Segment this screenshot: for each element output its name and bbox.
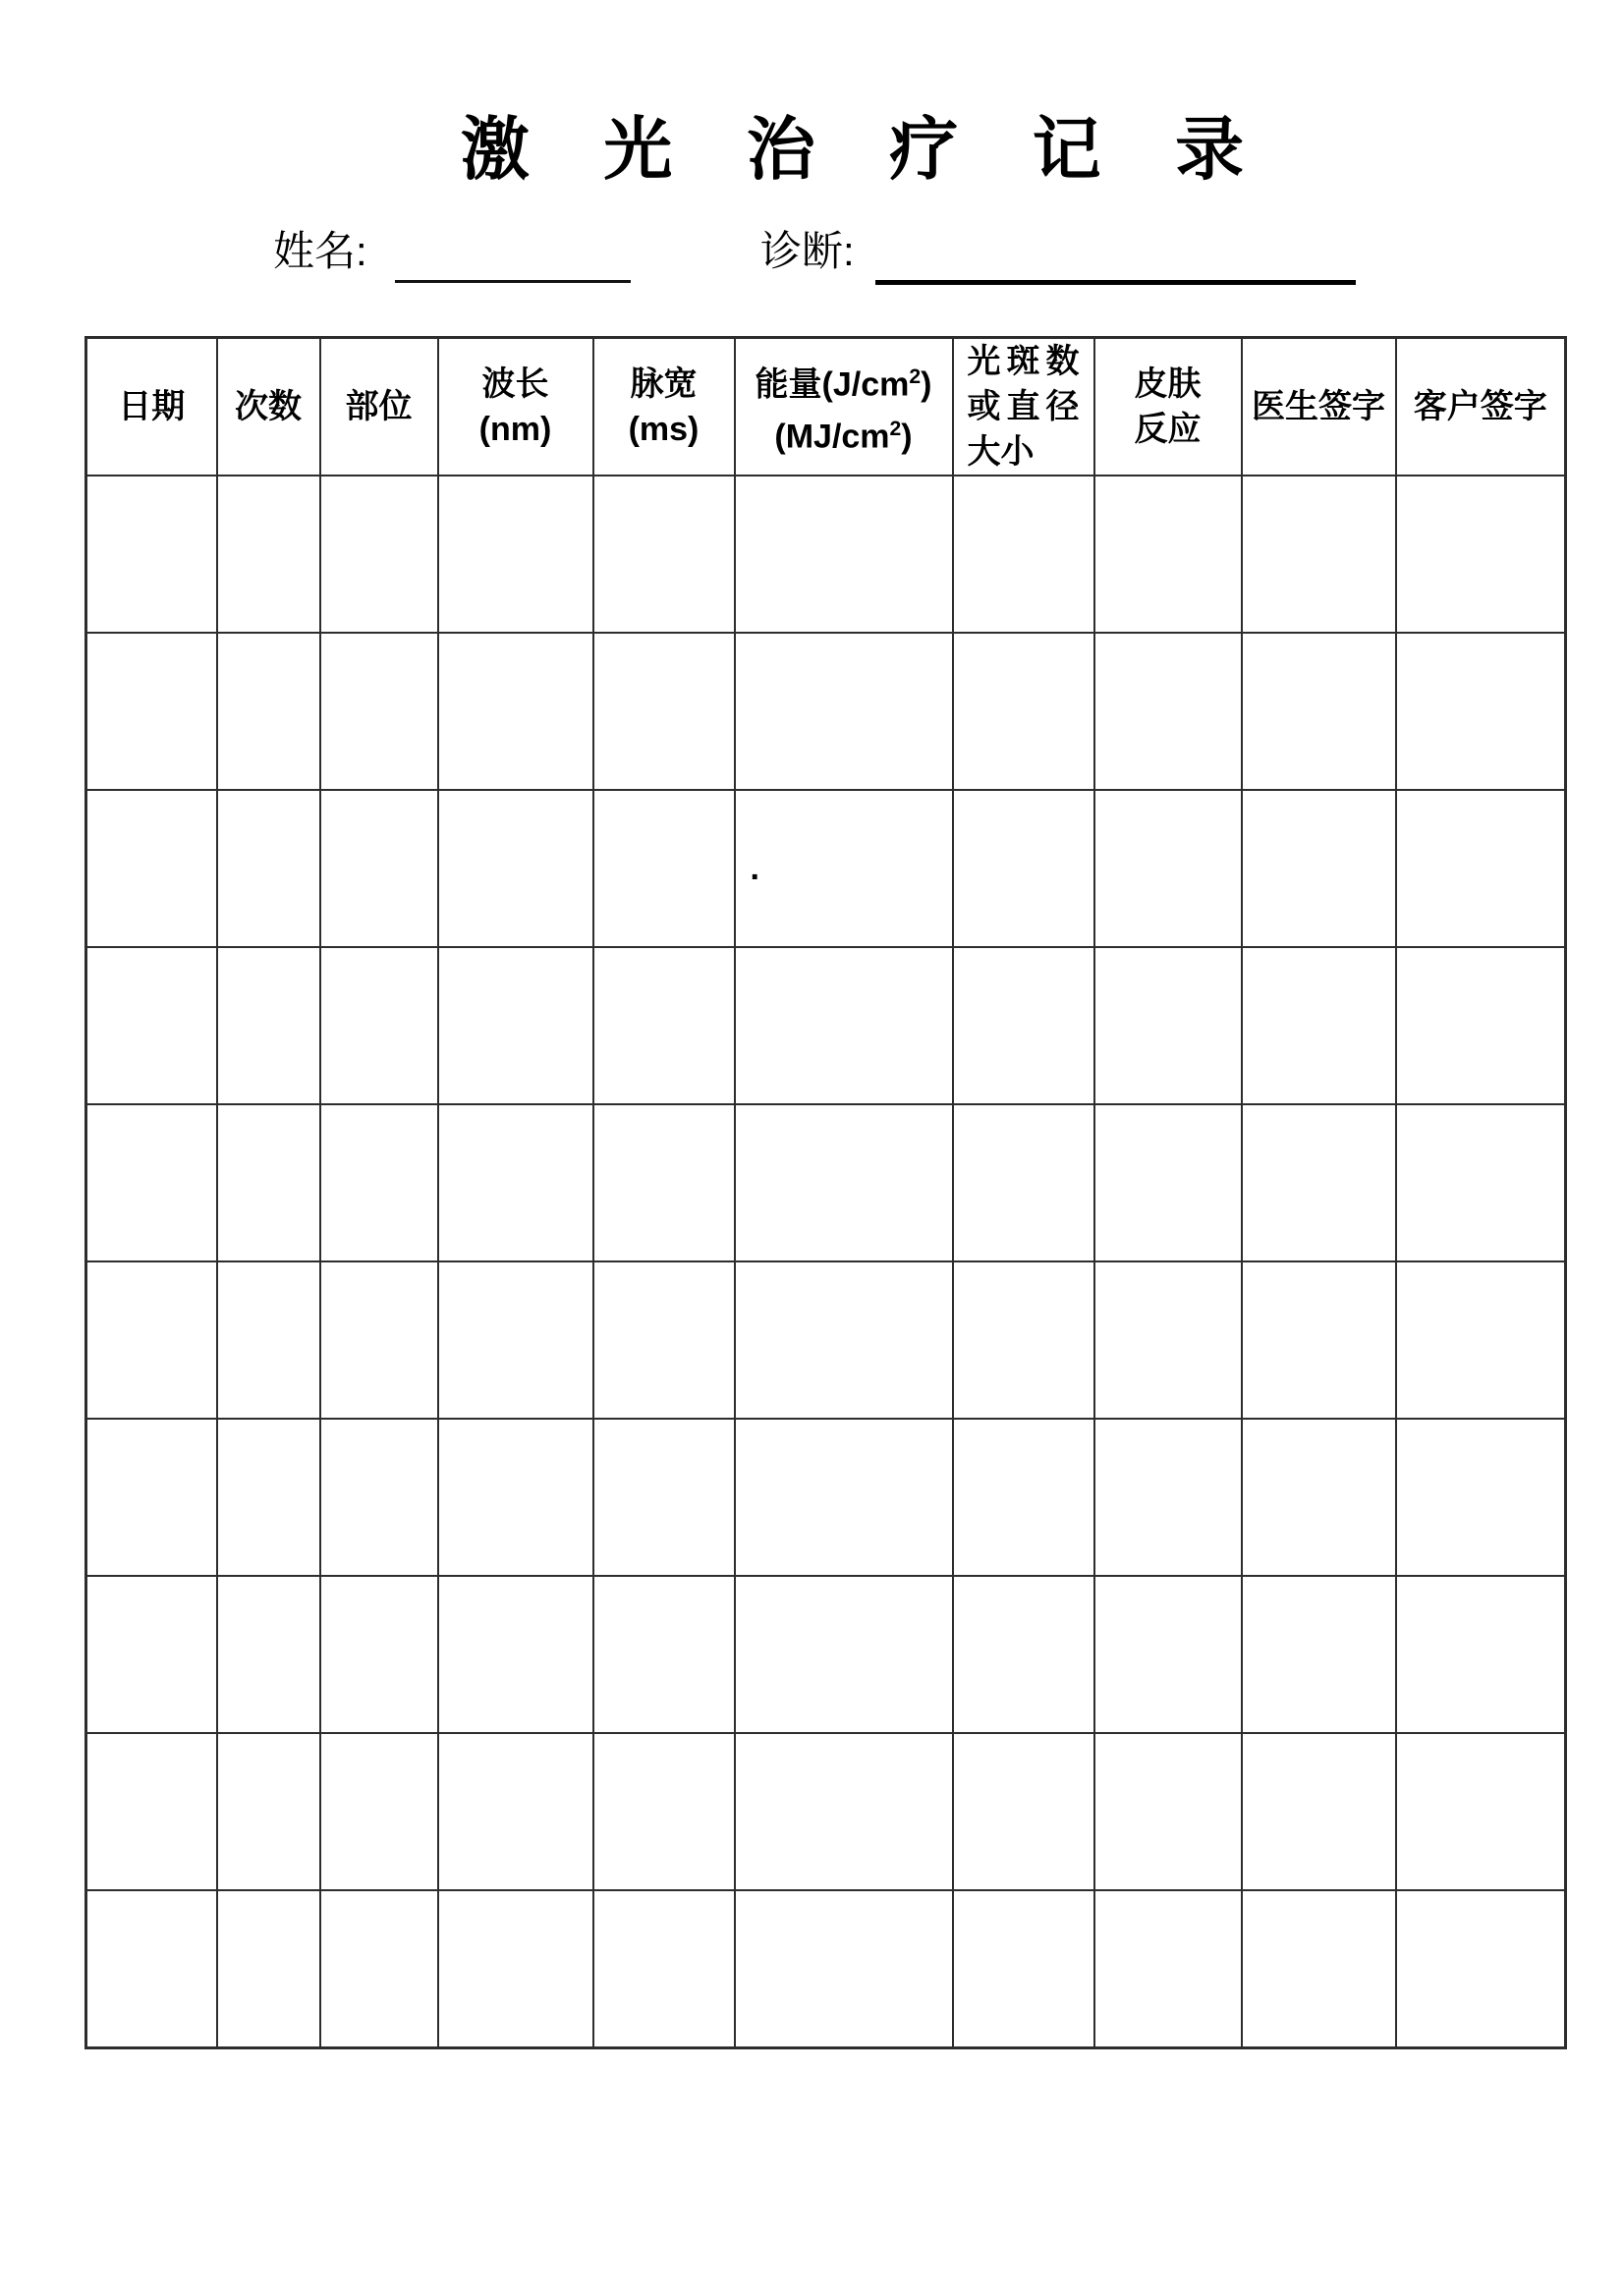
empty-cell — [217, 1419, 320, 1576]
empty-cell — [953, 1576, 1094, 1733]
empty-cell — [735, 1733, 953, 1890]
spot-size-label-line3: 大小 — [967, 433, 1035, 471]
empty-cell — [1094, 1104, 1242, 1261]
header-row — [86, 338, 1566, 476]
empty-cell — [86, 1104, 217, 1261]
empty-cell — [735, 1104, 953, 1261]
empty-cell — [438, 1733, 593, 1890]
empty-cell — [953, 1890, 1094, 2047]
empty-cell — [1396, 633, 1566, 790]
empty-cell — [438, 633, 593, 790]
empty-cell — [1396, 1419, 1566, 1576]
empty-cell — [593, 1890, 735, 2047]
empty-cell — [1396, 1733, 1566, 1890]
spot-size-label-line1: 光斑数 — [967, 343, 1080, 380]
empty-cell — [320, 1733, 438, 1890]
empty-cell — [953, 1733, 1094, 1890]
empty-cell — [1094, 633, 1242, 790]
empty-cell — [217, 790, 320, 947]
empty-cell — [217, 476, 320, 633]
empty-cell — [1396, 1261, 1566, 1419]
empty-cell — [438, 1890, 593, 2047]
empty-cell — [438, 476, 593, 633]
empty-cell — [953, 1419, 1094, 1576]
doctor-signature-label: 医生签字 — [1252, 388, 1385, 425]
empty-cell — [86, 790, 217, 947]
energy-label-line2: $(MJ/cm^2)$ — [774, 418, 913, 456]
empty-cell — [593, 1261, 735, 1419]
table-row — [86, 947, 1566, 1104]
client-signature-label: 客户签字 — [1413, 388, 1547, 425]
empty-cell — [320, 1261, 438, 1419]
empty-cell — [86, 1890, 217, 2047]
empty-cell — [1242, 1261, 1396, 1419]
diagnosis-fill-line — [875, 236, 1356, 285]
diagnosis-label: 诊断: — [760, 228, 855, 274]
empty-cell — [1242, 1104, 1396, 1261]
empty-cell — [320, 1419, 438, 1576]
empty-cell — [86, 633, 217, 790]
empty-cell — [86, 1419, 217, 1576]
empty-cell — [1242, 947, 1396, 1104]
empty-cell — [1396, 790, 1566, 947]
empty-cell — [593, 1576, 735, 1733]
table-row — [86, 1733, 1566, 1890]
empty-cell — [1242, 1733, 1396, 1890]
empty-cell — [593, 1104, 735, 1261]
skin-reaction-label-line1: 皮肤 — [1134, 365, 1202, 403]
empty-cell — [86, 1733, 217, 1890]
empty-cell — [217, 1261, 320, 1419]
wavelength-label-line1: 波长 — [481, 365, 549, 403]
empty-cell — [438, 1104, 593, 1261]
col-header-doctor-signature — [1242, 338, 1396, 476]
skin-reaction-label-line2: 反应 — [1134, 411, 1202, 448]
name-label: 姓名: — [273, 228, 367, 274]
empty-cell — [438, 790, 593, 947]
empty-cell — [1094, 1576, 1242, 1733]
name-fill-line — [395, 236, 631, 283]
empty-cell — [593, 476, 735, 633]
empty-cell — [320, 790, 438, 947]
superscript: 2 — [889, 418, 902, 440]
page-title: 激 光 治 疗 记 录 — [460, 111, 1272, 188]
table-row — [86, 1104, 1566, 1261]
table-row — [86, 1419, 1566, 1576]
empty-cell — [320, 1576, 438, 1733]
table-row — [86, 476, 1566, 633]
col-header-date-label: 日期 — [118, 388, 186, 425]
empty-cell — [438, 1576, 593, 1733]
col-header-wavelength — [438, 338, 593, 476]
empty-cell — [320, 1104, 438, 1261]
empty-cell — [438, 1419, 593, 1576]
empty-cell — [320, 633, 438, 790]
energy-label-line1: 能量$(J/cm^2)$ — [755, 364, 932, 403]
empty-cell — [1396, 476, 1566, 633]
empty-cell — [953, 947, 1094, 1104]
col-header-sessions — [217, 338, 320, 476]
empty-cell — [953, 476, 1094, 633]
empty-cell — [735, 1576, 953, 1733]
empty-cell — [593, 633, 735, 790]
col-header-skin-reaction — [1094, 338, 1242, 476]
empty-cell — [735, 1261, 953, 1419]
empty-cell — [217, 1733, 320, 1890]
table-row — [86, 1576, 1566, 1733]
empty-cell — [217, 1576, 320, 1733]
col-header-pulse-width — [593, 338, 735, 476]
empty-cell — [217, 947, 320, 1104]
empty-cell — [953, 790, 1094, 947]
empty-cell — [320, 947, 438, 1104]
col-header-sessions-label: 次数 — [235, 388, 302, 425]
empty-cell — [1242, 1890, 1396, 2047]
empty-cell — [320, 1890, 438, 2047]
empty-cell — [86, 1261, 217, 1419]
empty-cell — [953, 1104, 1094, 1261]
empty-cell — [593, 790, 735, 947]
treatment-record-table — [84, 336, 1567, 2049]
empty-cell — [735, 476, 953, 633]
empty-cell — [1242, 790, 1396, 947]
empty-cell — [86, 1576, 217, 1733]
superscript: 2 — [909, 364, 922, 388]
empty-cell — [735, 1890, 953, 2047]
empty-cell — [86, 947, 217, 1104]
empty-cell — [593, 1419, 735, 1576]
col-header-spot-size — [953, 338, 1094, 476]
empty-cell — [1094, 1261, 1242, 1419]
empty-cell — [217, 633, 320, 790]
col-header-site — [320, 338, 438, 476]
empty-cell — [593, 947, 735, 1104]
col-header-energy — [735, 338, 953, 476]
wavelength-label-line2: (nm) — [478, 411, 552, 448]
col-header-date — [86, 338, 217, 476]
empty-cell — [1242, 633, 1396, 790]
spot-size-label-line2: 或直径 — [967, 388, 1080, 425]
empty-cell — [1094, 790, 1242, 947]
empty-cell — [217, 1104, 320, 1261]
empty-cell — [1094, 476, 1242, 633]
empty-cell — [735, 947, 953, 1104]
table-row — [86, 790, 1566, 947]
pulse-width-label-line2: (ms) — [628, 411, 700, 448]
empty-cell — [86, 476, 217, 633]
empty-cell — [320, 476, 438, 633]
empty-cell — [1396, 947, 1566, 1104]
empty-cell — [1242, 1419, 1396, 1576]
col-header-site-label: 部位 — [345, 388, 413, 425]
empty-cell — [735, 633, 953, 790]
empty-cell — [593, 1733, 735, 1890]
table-row — [86, 633, 1566, 790]
empty-cell — [953, 633, 1094, 790]
empty-cell — [1242, 476, 1396, 633]
empty-cell — [1242, 1576, 1396, 1733]
empty-cell — [953, 1261, 1094, 1419]
empty-cell — [1396, 1576, 1566, 1733]
empty-cell — [438, 947, 593, 1104]
empty-cell — [217, 1890, 320, 2047]
empty-cell — [1094, 947, 1242, 1104]
empty-cell — [1094, 1890, 1242, 2047]
pulse-width-label-line1: 脉宽 — [630, 365, 698, 403]
table-row — [86, 1261, 1566, 1419]
empty-cell — [1396, 1104, 1566, 1261]
empty-cell — [1094, 1419, 1242, 1576]
col-header-client-signature — [1396, 338, 1566, 476]
empty-cell — [735, 1419, 953, 1576]
table-row — [86, 1890, 1566, 2047]
stray-mark-cell: . — [735, 790, 953, 947]
empty-cell — [1094, 1733, 1242, 1890]
empty-cell — [1396, 1890, 1566, 2047]
empty-cell — [438, 1261, 593, 1419]
